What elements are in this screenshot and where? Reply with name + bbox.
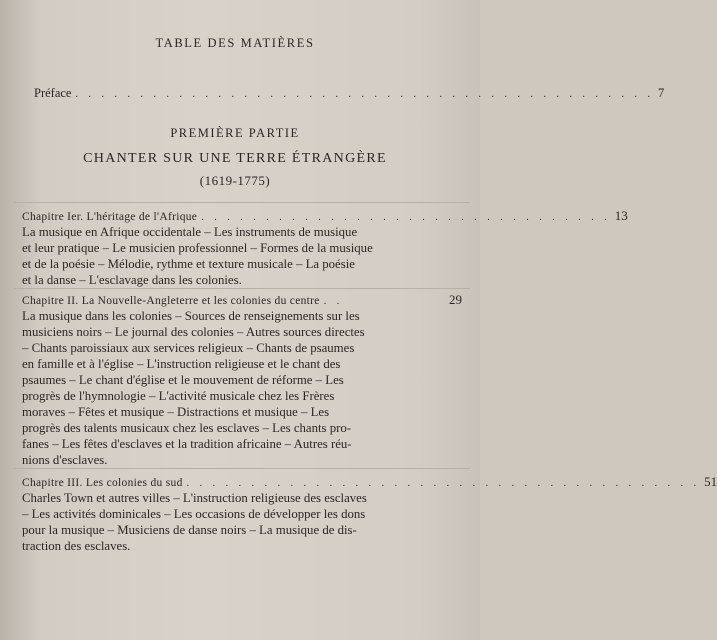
chapter-summary-line: traction des esclaves.	[22, 539, 131, 553]
chapter-summary-line: nions d'esclaves.	[22, 453, 108, 467]
chapter-heading	[22, 208, 628, 224]
chapter-label: Chapitre II. La Nouvelle-Angleterre et les colonies du centre	[22, 295, 320, 307]
leader-dots: . .	[323, 296, 344, 307]
chapter-summary-line: et la danse – L'esclavage dans les colonies.	[22, 273, 242, 287]
divider	[14, 288, 470, 289]
chapter-page-number: 13	[614, 208, 628, 223]
chapter-heading	[22, 474, 717, 490]
preface-page-number: 7	[657, 86, 665, 100]
chapter-summary-line: psaumes – Le chant d'église et le mouvement de réforme – Les	[22, 373, 344, 387]
divider	[14, 468, 470, 469]
chapter-summary-line: musiciens noirs – Le journal des colonies – Autres sources directes	[22, 325, 365, 339]
chapter-heading	[22, 292, 462, 308]
chapter-label: Chapitre Ier. L'héritage de l'Afrique	[22, 211, 198, 223]
chapter-summary-line: progrès des talents musicaux chez les esclaves – Les chants pro-	[22, 421, 352, 435]
chapter-label: Chapitre III. Les colonies du sud	[22, 477, 183, 489]
chapter-summary-line: et leur pratique – Le musicien professionnel – Formes de la musique	[22, 241, 373, 255]
leader-dots: . . . . . . . . . . . . . . . . . . . . . . . . . . . . . . . .	[201, 212, 611, 223]
chapter-page-number: 29	[449, 292, 462, 307]
chapter-summary-line: Charles Town et autres villes – L'instruction religieuse des esclaves	[22, 491, 367, 505]
chapter-summary-line: fanes – Les fêtes d'esclaves et la tradition africaine – Autres réu-	[22, 437, 352, 451]
page-title: TABLE DES MATIÈRES	[155, 36, 315, 50]
part-dates: (1619-1775)	[199, 173, 271, 188]
chapter-summary-line: – Les activités dominicales – Les occasions de développer les dons	[22, 507, 366, 521]
chapter-summary-line: – Chants paroissiaux aux services religieux – Chants de psaumes	[22, 341, 355, 355]
chapter-page-number: 51	[704, 474, 717, 489]
chapter-summary-line: moraves – Fêtes et musique – Distractions et musique – Les	[22, 405, 330, 419]
part-title: PREMIÈRE PARTIE	[170, 126, 300, 140]
chapter-summary-line: La musique dans les colonies – Sources de renseignements sur les	[22, 309, 360, 323]
part-subtitle: CHANTER SUR UNE TERRE ÉTRANGÈRE	[83, 151, 387, 166]
chapter-summary-line: et de la poésie – Mélodie, rythme et texture musicale – La poésie	[22, 257, 355, 271]
chapter-summary-line: en famille et à l'église – L'instruction religieuse et le chant des	[22, 357, 341, 371]
chapter-summary-line: progrès de l'hymnologie – L'activité musicale chez les Frères	[22, 389, 335, 403]
leader-dots: . . . . . . . . . . . . . . . . . . . . . . . . . . . . . . . . . . . . . . . . . . . . .	[75, 89, 654, 100]
chapter-summary-line: pour la musique – Musiciens de danse noirs – La musique de dis-	[22, 523, 357, 537]
toc-entry-preface	[34, 86, 665, 101]
leader-dots: . . . . . . . . . . . . . . . . . . . . . . . . . . . . . . . . . . . . . . . .	[186, 478, 701, 489]
divider	[14, 202, 470, 203]
chapter-summary-line: La musique en Afrique occidentale – Les instruments de musique	[22, 225, 358, 239]
preface-label: Préface	[34, 86, 72, 100]
